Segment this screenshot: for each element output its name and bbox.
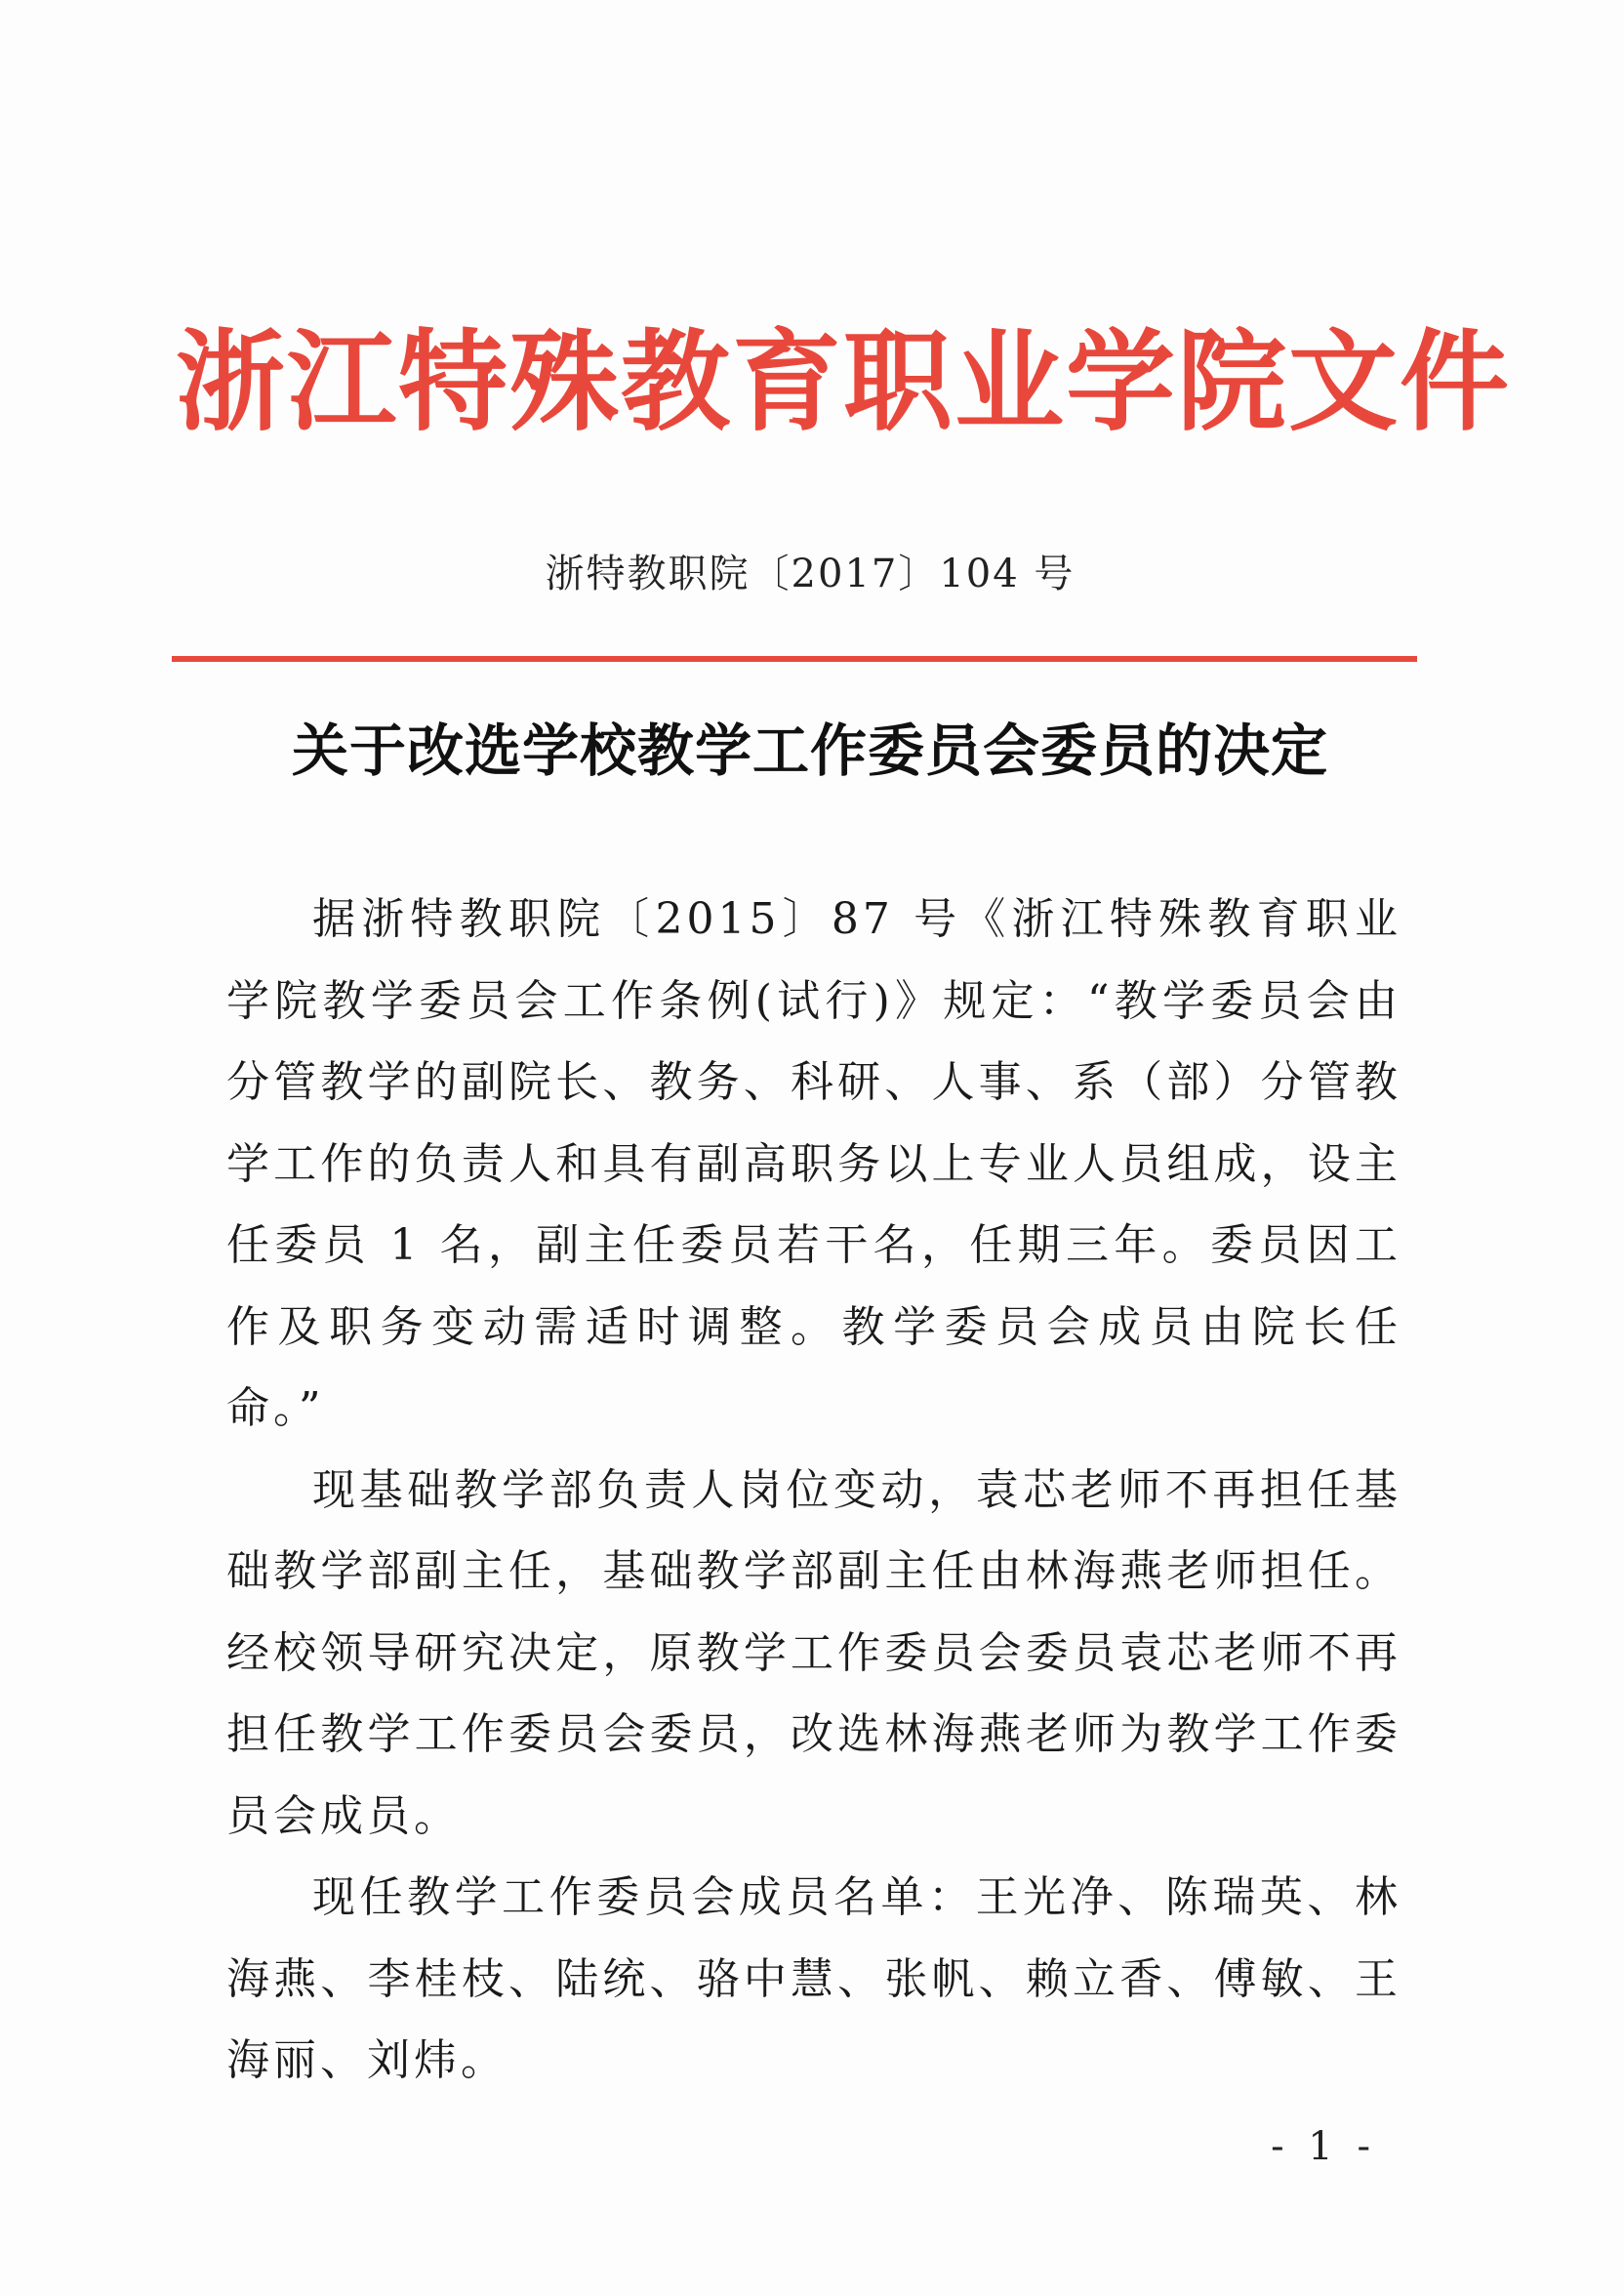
body-paragraph: 据浙特教职院〔2015〕87 号《浙江特殊教育职业学院教学委员会工作条例(试行)》规定：“教学委员会由分管教学的副院长、教务、科研、人事、系（部）分管教学工作的负责人和具有副高职务以上专业人员组成，设主任委员 1 名，副主任委员若干名，任期三年。委员因工作及职务变动需适时调整。教学委员会成员由院长任命。”: [226, 894, 1401, 1433]
document-number: 浙特教职院〔2017〕104 号: [545, 552, 1076, 596]
document-body: [226, 879, 1401, 2102]
body-paragraph: 现基础教学部负责人岗位变动，袁芯老师不再担任基础教学部副主任，基础教学部副主任由林海燕老师担任。经校领导研究决定，原教学工作委员会委员袁芯老师不再担任教学工作委员会委员，改选林海燕老师为教学工作委员会成员。: [226, 1464, 1401, 1841]
page-number: - 1 -: [1271, 2124, 1376, 2169]
red-separator-line: [172, 656, 1417, 662]
document-title: 关于改选学校教学工作委员会委员的决定: [291, 718, 1328, 784]
issuing-authority-header: 浙江特殊教育职业学院文件: [176, 318, 1511, 446]
body-paragraph: 现任教学工作委员会成员名单：王光净、陈瑞英、林海燕、李桂枝、陆统、骆中慧、张帆、赖立香、傅敏、王海丽、刘炜。: [226, 1872, 1401, 2085]
